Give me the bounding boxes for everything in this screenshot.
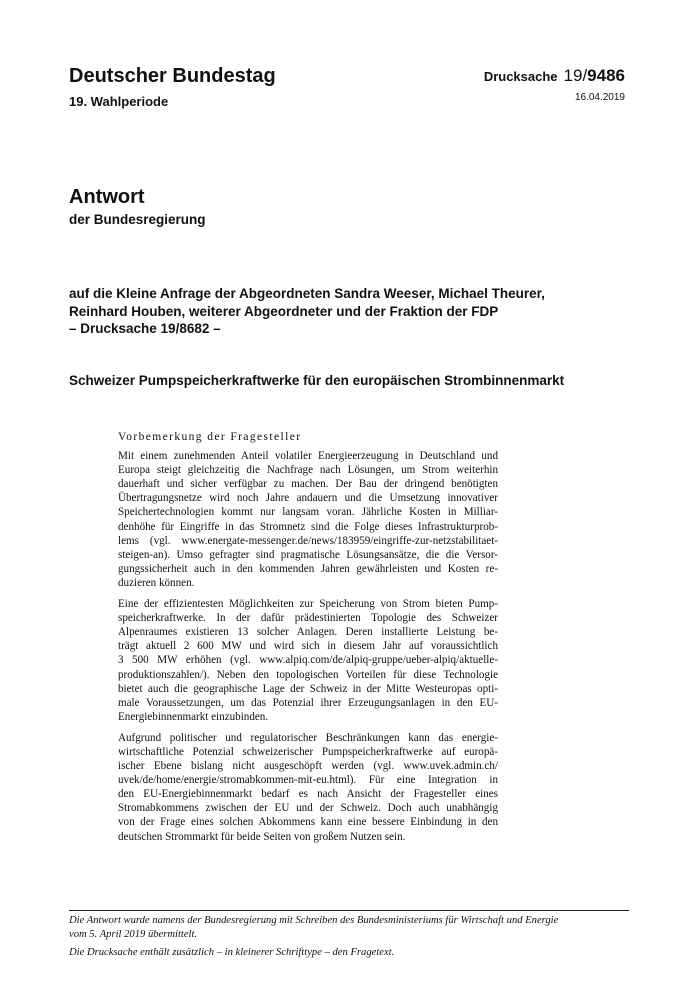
anfrage-reference [69,285,609,338]
anfrage-line: Reinhard Houben, weiterer Abgeordneter und der Fraktion der FDP [69,303,499,319]
paragraph-line: gungssicherheit auch in den kommenden Jahren gewährleisten und Kosten re- [118,562,498,575]
document-subject: Schweizer Pumpspeicherkraftwerke für den europäischen Strombinnenmarkt [69,373,565,388]
paragraph-line: deutschen Strommarkt für beide Seiten von großem Nutzen sein. [118,830,406,843]
wahlperiode: 19. Wahlperiode [69,94,169,109]
footer-notes [69,914,629,960]
paragraph-line: Übertragungsnetze wird noch Jahre andauern und die Umsetzung innovativer [118,492,498,505]
footer-divider [69,910,629,911]
footer-note-line: Die Antwort wurde namens der Bundesregierung mit Schreiben des Bundesministeriums für Wirtschaft und Energie [69,915,559,926]
anfrage-line: auf die Kleine Anfrage der Abgeordneten Sandra Weeser, Michael Theurer, [69,286,545,301]
drucksache-id: 9486 [587,66,625,85]
paragraph-line: ischer Ebene bislang nicht ausgeschöpft werden (vgl. www.uvek.admin.ch/ [118,760,498,773]
paragraph-line: von der Frage eines solchen Abkommens kann eine bessere Einbindung in den [118,816,498,829]
vorbemerkung-paragraph [118,731,498,844]
paragraph-line: Europa steigt gleichzeitig die Nachfrage nach Lösungen, um Strom weiterhin [118,464,498,477]
paragraph-line: steigen-an). Umso gefragter sind pragmatische Lösungsansätze, die die Versor- [118,548,498,561]
footer-note-type: Die Drucksache enthält zusätzlich – in kleinerer Schrifttype – den Fragetext. [69,947,395,958]
paragraph-line: speicherkraftwerke. In der dafür prädestinierten Topologie des Schweizer [118,612,498,625]
drucksache-number [484,64,625,89]
paragraph-line: Mit einem zunehmenden Anteil volatiler Energieerzeugung in Deutschland und [118,450,498,463]
paragraph-line: Alpenraumes existieren 13 solcher Anlagen. Deren installierte Leistung be- [118,626,498,639]
paragraph-line: bietet auch die geographische Lage der Schweiz in der Mitte Westeuropas opti- [118,682,498,695]
paragraph-line: Speichertechnologien kommt nur langsam voran. Jährliche Kosten in Milliar- [118,506,498,519]
paragraph-line: wirtschaftliche Potenzial schweizerischer Pumpspeicherkraftwerke auf europä- [118,745,498,758]
paragraph-line: denhöhe für Eingriffe in das Stromnetz sind die Folge dieses Infrastrukturprob- [118,520,498,533]
paragraph-line: Eine der effizientesten Möglichkeiten zur Speicherung von Strom bieten Pump- [118,598,498,611]
paragraph-line: trägt aktuell 2 600 MW und wird sich in diesem Jahr auf voraussichtlich [118,640,498,653]
footer-note-line: vom 5. April 2019 übermittelt. [69,928,198,940]
drucksache-label: Drucksache [483,69,558,84]
vorbemerkung-body [118,449,498,844]
document-subtitle: der Bundesregierung [69,212,206,227]
paragraph-line: lems (vgl. www.energate-messenger.de/news/183959/eingriffe-zur-netzstabilitaet- [118,534,498,547]
paragraph-line: male Voraussetzungen, um das Potenzial ihrer Erzeugungsanlagen in den EU- [118,696,498,709]
paragraph-line: produktionszahlen/). Neben den topologischen Vorteilen für diese Technologie [118,668,498,681]
paragraph-line: den EU-Energiebinnenmarkt bedarf es nach Ansicht der Fragesteller eines [118,788,498,801]
vorbemerkung-section [118,430,498,851]
document-header-right [484,64,625,103]
document-header-left [69,64,276,109]
paragraph-line: dauerhaft und sicher verfügbar zu machen. Der Bau der dringend benötigten [118,478,498,491]
paragraph-line: Aufgrund politischer und regulatorischer Beschränkungen kann das energie- [118,731,498,744]
paragraph-line: duzieren können. [118,576,195,589]
paragraph-line: Stromabkommens zwischen der EU und der Schweiz. Doch auch unabhängig [118,802,498,815]
document-date: 16.04.2019 [574,92,625,103]
paragraph-line: 3 500 MW erhöhen (vgl. www.alpiq.com/de/alpiq-gruppe/ueber-alpiq/aktuelle- [118,654,498,667]
document-title: Antwort [69,186,145,208]
paragraph-line: uvek/de/home/energie/stromabkommen-mit-eu.html). Für eine Integration in [118,774,498,787]
anfrage-line: – Drucksache 19/8682 – [69,321,221,336]
paragraph-line: Energiebinnenmarkt einzubinden. [118,710,269,723]
drucksache-prefix: 19/ [563,66,588,85]
institution-name: Deutscher Bundestag [69,65,276,87]
vorbemerkung-paragraph [118,449,498,590]
vorbemerkung-paragraph [118,597,498,724]
footer-note-answer [69,914,629,941]
vorbemerkung-heading: Vorbemerkung der Fragesteller [118,431,302,443]
